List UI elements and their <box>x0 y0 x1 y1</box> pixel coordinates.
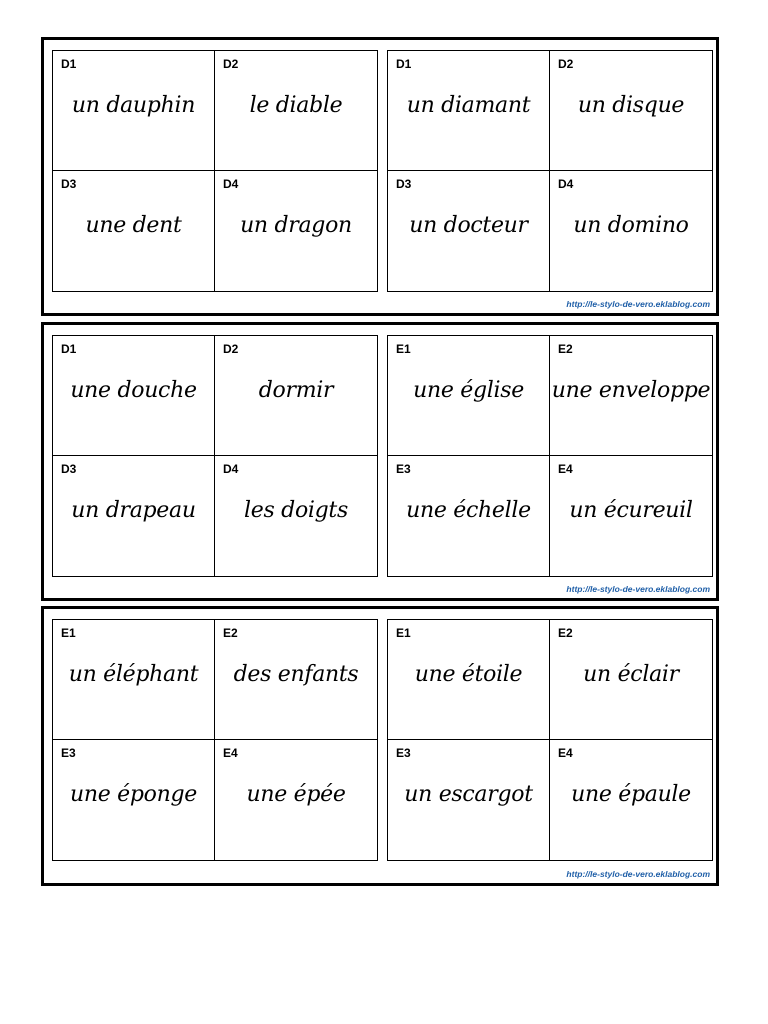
card-code: D1 <box>61 342 77 356</box>
word-card <box>215 456 377 576</box>
card-code: E2 <box>223 626 238 640</box>
card-word: un disque <box>577 93 685 118</box>
word-card <box>388 620 550 740</box>
word-card <box>550 456 712 576</box>
card-word: une dent <box>85 213 182 238</box>
card-word: une étoile <box>414 662 523 687</box>
card-code: E4 <box>223 746 238 760</box>
word-card <box>550 51 712 171</box>
card-code: E4 <box>558 462 573 476</box>
card-code: E1 <box>396 342 411 356</box>
word-card <box>388 456 550 576</box>
card-panel-right <box>387 50 713 292</box>
card-panel-right <box>387 335 713 577</box>
word-card <box>215 171 377 291</box>
card-panel-left <box>52 335 378 577</box>
card-code: D4 <box>558 177 574 191</box>
card-code: D3 <box>61 177 77 191</box>
card-code: D3 <box>396 177 412 191</box>
card-code: D3 <box>61 462 77 476</box>
word-card <box>388 336 550 456</box>
card-panel-right <box>387 619 713 861</box>
card-code: E4 <box>558 746 573 760</box>
word-card <box>53 171 215 291</box>
card-word: un domino <box>573 213 689 238</box>
word-card <box>388 51 550 171</box>
card-word: une épaule <box>571 782 691 807</box>
card-sheet-3 <box>41 606 719 886</box>
word-card <box>215 620 377 740</box>
source-url-link[interactable]: http://le-stylo-de-vero.eklablog.com <box>566 869 710 879</box>
word-card <box>53 336 215 456</box>
card-code: D4 <box>223 462 239 476</box>
card-word: les doigts <box>244 498 348 523</box>
word-card <box>388 740 550 860</box>
card-word: le diable <box>249 93 343 118</box>
card-word: une éponge <box>70 782 197 807</box>
card-panel-left <box>52 619 378 861</box>
card-code: E3 <box>396 746 411 760</box>
word-card <box>215 740 377 860</box>
card-word: une échelle <box>406 498 531 523</box>
word-card <box>550 740 712 860</box>
card-word: un éclair <box>583 662 679 687</box>
card-word: une épée <box>246 782 346 807</box>
word-card <box>550 336 712 456</box>
word-card <box>215 51 377 171</box>
card-code: D4 <box>223 177 239 191</box>
card-code: E2 <box>558 626 573 640</box>
word-card <box>53 620 215 740</box>
card-code: D2 <box>223 57 239 71</box>
card-code: D1 <box>396 57 412 71</box>
word-card <box>550 171 712 291</box>
card-sheet-2 <box>41 322 719 601</box>
card-code: E1 <box>61 626 76 640</box>
card-word: un dragon <box>240 213 352 238</box>
card-word: un éléphant <box>68 662 199 687</box>
card-word: un diamant <box>406 93 531 118</box>
card-code: E3 <box>396 462 411 476</box>
card-word: une enveloppe <box>551 378 711 403</box>
card-code: D1 <box>61 57 77 71</box>
card-word: une église <box>413 378 524 403</box>
source-url-link[interactable]: http://le-stylo-de-vero.eklablog.com <box>566 299 710 309</box>
card-word: un dauphin <box>71 93 196 118</box>
card-code: E1 <box>396 626 411 640</box>
card-word: une douche <box>70 378 197 403</box>
word-card <box>53 51 215 171</box>
word-card <box>215 336 377 456</box>
card-word: un escargot <box>404 782 533 807</box>
card-panel-left <box>52 50 378 292</box>
source-url-link[interactable]: http://le-stylo-de-vero.eklablog.com <box>566 584 710 594</box>
card-word: un drapeau <box>71 498 196 523</box>
card-sheet-1 <box>41 37 719 316</box>
word-card <box>53 740 215 860</box>
card-word: dormir <box>258 378 334 403</box>
card-code: E2 <box>558 342 573 356</box>
word-card <box>388 171 550 291</box>
card-code: D2 <box>558 57 574 71</box>
card-code: E3 <box>61 746 76 760</box>
card-word: des enfants <box>233 662 359 687</box>
card-code: D2 <box>223 342 239 356</box>
card-word: un écureuil <box>569 498 693 523</box>
word-card <box>53 456 215 576</box>
word-card <box>550 620 712 740</box>
card-word: un docteur <box>409 213 528 238</box>
